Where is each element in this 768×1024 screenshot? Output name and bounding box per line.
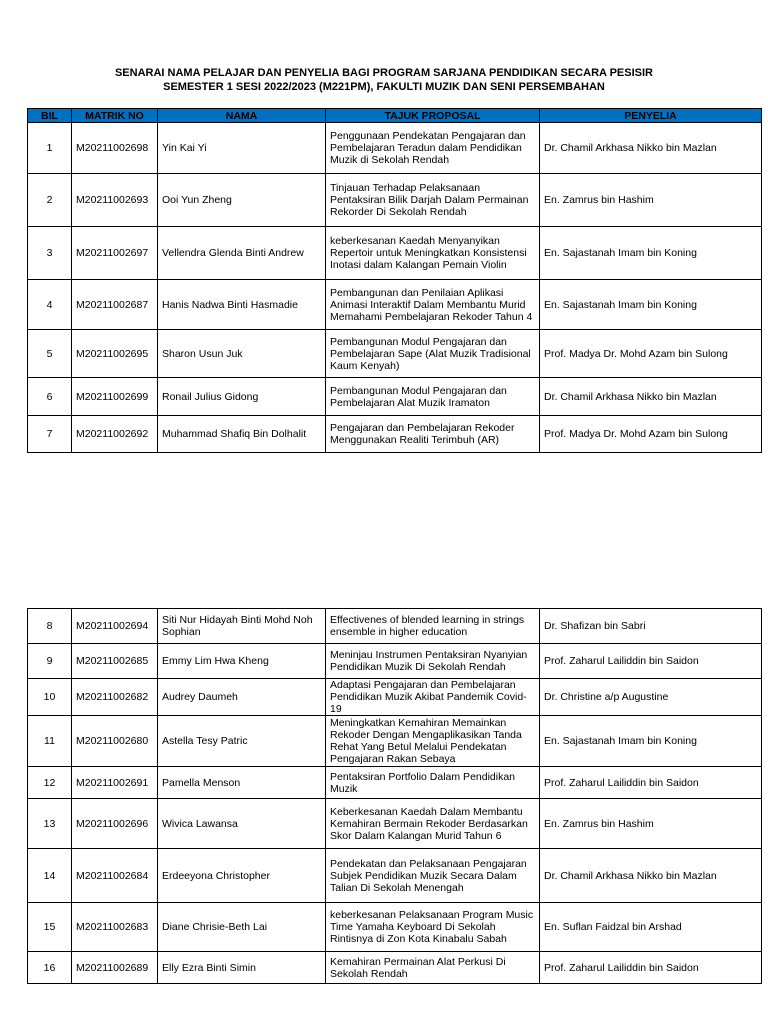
table-row: [28, 227, 762, 280]
cell-tajuk-proposal: Pembangunan Modul Pengajaran dan Pembelajaran Alat Muzik Iramaton: [326, 378, 540, 416]
cell-matrik-no: M20211002680: [72, 716, 158, 767]
table-row: [28, 280, 762, 330]
cell-matrik-no: M20211002695: [72, 330, 158, 378]
cell-bil: 13: [28, 799, 72, 849]
cell-nama: Emmy Lim Hwa Kheng: [158, 644, 326, 679]
cell-bil: 7: [28, 416, 72, 453]
cell-bil: 9: [28, 644, 72, 679]
cell-tajuk-proposal: Meninjau Instrumen Pentaksiran Nyanyian Pendidikan Muzik Di Sekolah Rendah: [326, 644, 540, 679]
cell-bil: 6: [28, 378, 72, 416]
cell-penyelia: Prof. Zaharul Lailiddin bin Saidon: [540, 644, 762, 679]
cell-nama: Erdeeyona Christopher: [158, 849, 326, 903]
cell-tajuk-proposal: Tinjauan Terhadap Pelaksanaan Pentaksiran Bilik Darjah Dalam Permainan Rekorder Di Sekolah Rendah: [326, 174, 540, 227]
cell-nama: Sharon Usun Juk: [158, 330, 326, 378]
cell-penyelia: En. Zamrus bin Hashim: [540, 174, 762, 227]
cell-matrik-no: M20211002698: [72, 123, 158, 174]
cell-matrik-no: M20211002699: [72, 378, 158, 416]
cell-bil: 2: [28, 174, 72, 227]
student-table-page2: [27, 608, 762, 984]
column-header-matrik: MATRIK NO: [72, 109, 158, 123]
table-row: [28, 416, 762, 453]
table-row: [28, 123, 762, 174]
cell-bil: 16: [28, 952, 72, 984]
cell-matrik-no: M20211002692: [72, 416, 158, 453]
cell-nama: Elly Ezra Binti Simin: [158, 952, 326, 984]
cell-tajuk-proposal: Pembangunan Modul Pengajaran dan Pembelajaran Sape (Alat Muzik Tradisional Kaum Kenyah): [326, 330, 540, 378]
cell-nama: Ronail Julius Gidong: [158, 378, 326, 416]
cell-penyelia: En. Suflan Faidzal bin Arshad: [540, 903, 762, 952]
cell-penyelia: En. Sajastanah Imam bin Koning: [540, 280, 762, 330]
table-header-row: [28, 109, 762, 123]
cell-matrik-no: M20211002682: [72, 679, 158, 716]
cell-bil: 4: [28, 280, 72, 330]
cell-bil: 10: [28, 679, 72, 716]
cell-penyelia: Prof. Zaharul Lailiddin bin Saidon: [540, 952, 762, 984]
cell-bil: 15: [28, 903, 72, 952]
table-row: [28, 644, 762, 679]
cell-tajuk-proposal: Adaptasi Pengajaran dan Pembelajaran Pendidikan Muzik Akibat Pandemik Covid-19: [326, 679, 540, 716]
cell-bil: 8: [28, 609, 72, 644]
cell-penyelia: Dr. Christine a/p Augustine: [540, 679, 762, 716]
cell-nama: Muhammad Shafiq Bin Dolhalit: [158, 416, 326, 453]
document-title-line2: SEMESTER 1 SESI 2022/2023 (M221PM), FAKULTI MUZIK DAN SENI PERSEMBAHAN: [163, 81, 605, 93]
table-row: [28, 174, 762, 227]
cell-matrik-no: M20211002696: [72, 799, 158, 849]
table-row: [28, 378, 762, 416]
cell-nama: Hanis Nadwa Binti Hasmadie: [158, 280, 326, 330]
cell-penyelia: Prof. Madya Dr. Mohd Azam bin Sulong: [540, 330, 762, 378]
cell-matrik-no: M20211002685: [72, 644, 158, 679]
cell-tajuk-proposal: Effectivenes of blended learning in strings ensemble in higher education: [326, 609, 540, 644]
cell-bil: 5: [28, 330, 72, 378]
cell-matrik-no: M20211002683: [72, 903, 158, 952]
cell-nama: Vellendra Glenda Binti Andrew: [158, 227, 326, 280]
table-row: [28, 903, 762, 952]
cell-penyelia: En. Sajastanah Imam bin Koning: [540, 227, 762, 280]
cell-tajuk-proposal: Pendekatan dan Pelaksanaan Pengajaran Subjek Pendidikan Muzik Secara Dalam Talian Di Sekolah Menengah: [326, 849, 540, 903]
cell-matrik-no: M20211002693: [72, 174, 158, 227]
cell-tajuk-proposal: Pentaksiran Portfolio Dalam Pendidikan Muzik: [326, 767, 540, 799]
cell-matrik-no: M20211002694: [72, 609, 158, 644]
cell-tajuk-proposal: Pengajaran dan Pembelajaran Rekoder Menggunakan Realiti Terimbuh (AR): [326, 416, 540, 453]
cell-nama: Astella Tesy Patric: [158, 716, 326, 767]
table-row: [28, 952, 762, 984]
table-row: [28, 799, 762, 849]
table-row: [28, 679, 762, 716]
table-row: [28, 330, 762, 378]
cell-nama: Siti Nur Hidayah Binti Mohd Noh Sophian: [158, 609, 326, 644]
cell-matrik-no: M20211002689: [72, 952, 158, 984]
cell-nama: Yin Kai Yi: [158, 123, 326, 174]
cell-bil: 14: [28, 849, 72, 903]
cell-penyelia: Prof. Madya Dr. Mohd Azam bin Sulong: [540, 416, 762, 453]
cell-tajuk-proposal: Kemahiran Permainan Alat Perkusi Di Sekolah Rendah: [326, 952, 540, 984]
cell-matrik-no: M20211002697: [72, 227, 158, 280]
document-title-line1: SENARAI NAMA PELAJAR DAN PENYELIA BAGI PROGRAM SARJANA PENDIDIKAN SECARA PESISIR: [114, 67, 654, 79]
cell-penyelia: Dr. Chamil Arkhasa Nikko bin Mazlan: [540, 849, 762, 903]
cell-penyelia: En. Sajastanah Imam bin Koning: [540, 716, 762, 767]
cell-penyelia: Dr. Shafizan bin Sabri: [540, 609, 762, 644]
cell-penyelia: En. Zamrus bin Hashim: [540, 799, 762, 849]
cell-tajuk-proposal: keberkesanan Kaedah Menyanyikan Repertoir untuk Meningkatkan Konsistensi Inotasi dalam Kalangan Pemain Violin: [326, 227, 540, 280]
cell-nama: Diane Chrisie-Beth Lai: [158, 903, 326, 952]
cell-penyelia: Dr. Chamil Arkhasa Nikko bin Mazlan: [540, 123, 762, 174]
cell-nama: Ooi Yun Zheng: [158, 174, 326, 227]
table-row: [28, 716, 762, 767]
student-table-page1: [27, 108, 762, 453]
cell-tajuk-proposal: Penggunaan Pendekatan Pengajaran dan Pembelajaran Teradun dalam Pendidikan Muzik di Sekolah Rendah: [326, 123, 540, 174]
cell-tajuk-proposal: Keberkesanan Kaedah Dalam Membantu Kemahiran Bermain Rekoder Berdasarkan Skor Dalam Kalangan Murid Tahun 6: [326, 799, 540, 849]
column-header-penyelia: PENYELIA: [540, 109, 762, 123]
cell-nama: Wivica Lawansa: [158, 799, 326, 849]
table-row: [28, 609, 762, 644]
cell-tajuk-proposal: Pembangunan dan Penilaian Aplikasi Animasi Interaktif Dalam Membantu Murid Memahami Pembelajaran Rekoder Tahun 4: [326, 280, 540, 330]
table-row: [28, 849, 762, 903]
cell-bil: 1: [28, 123, 72, 174]
cell-bil: 3: [28, 227, 72, 280]
cell-matrik-no: M20211002691: [72, 767, 158, 799]
cell-matrik-no: M20211002687: [72, 280, 158, 330]
cell-tajuk-proposal: keberkesanan Pelaksanaan Program Music Time Yamaha Keyboard Di Sekolah Rintisnya di Zon Kota Kinabalu Sabah: [326, 903, 540, 952]
cell-bil: 12: [28, 767, 72, 799]
column-header-tajuk: TAJUK PROPOSAL: [326, 109, 540, 123]
cell-tajuk-proposal: Meningkatkan Kemahiran Memainkan Rekoder Dengan Mengaplikasikan Tanda Rehat Yang Betul Melalui Pendekatan Pengajaran Rakan Sebaya: [326, 716, 540, 767]
cell-penyelia: Prof. Zaharul Lailiddin bin Saidon: [540, 767, 762, 799]
cell-bil: 11: [28, 716, 72, 767]
cell-matrik-no: M20211002684: [72, 849, 158, 903]
cell-nama: Audrey Daumeh: [158, 679, 326, 716]
column-header-nama: NAMA: [158, 109, 326, 123]
cell-penyelia: Dr. Chamil Arkhasa Nikko bin Mazlan: [540, 378, 762, 416]
column-header-bil: BIL: [28, 109, 72, 123]
cell-nama: Pamella Menson: [158, 767, 326, 799]
table-row: [28, 767, 762, 799]
